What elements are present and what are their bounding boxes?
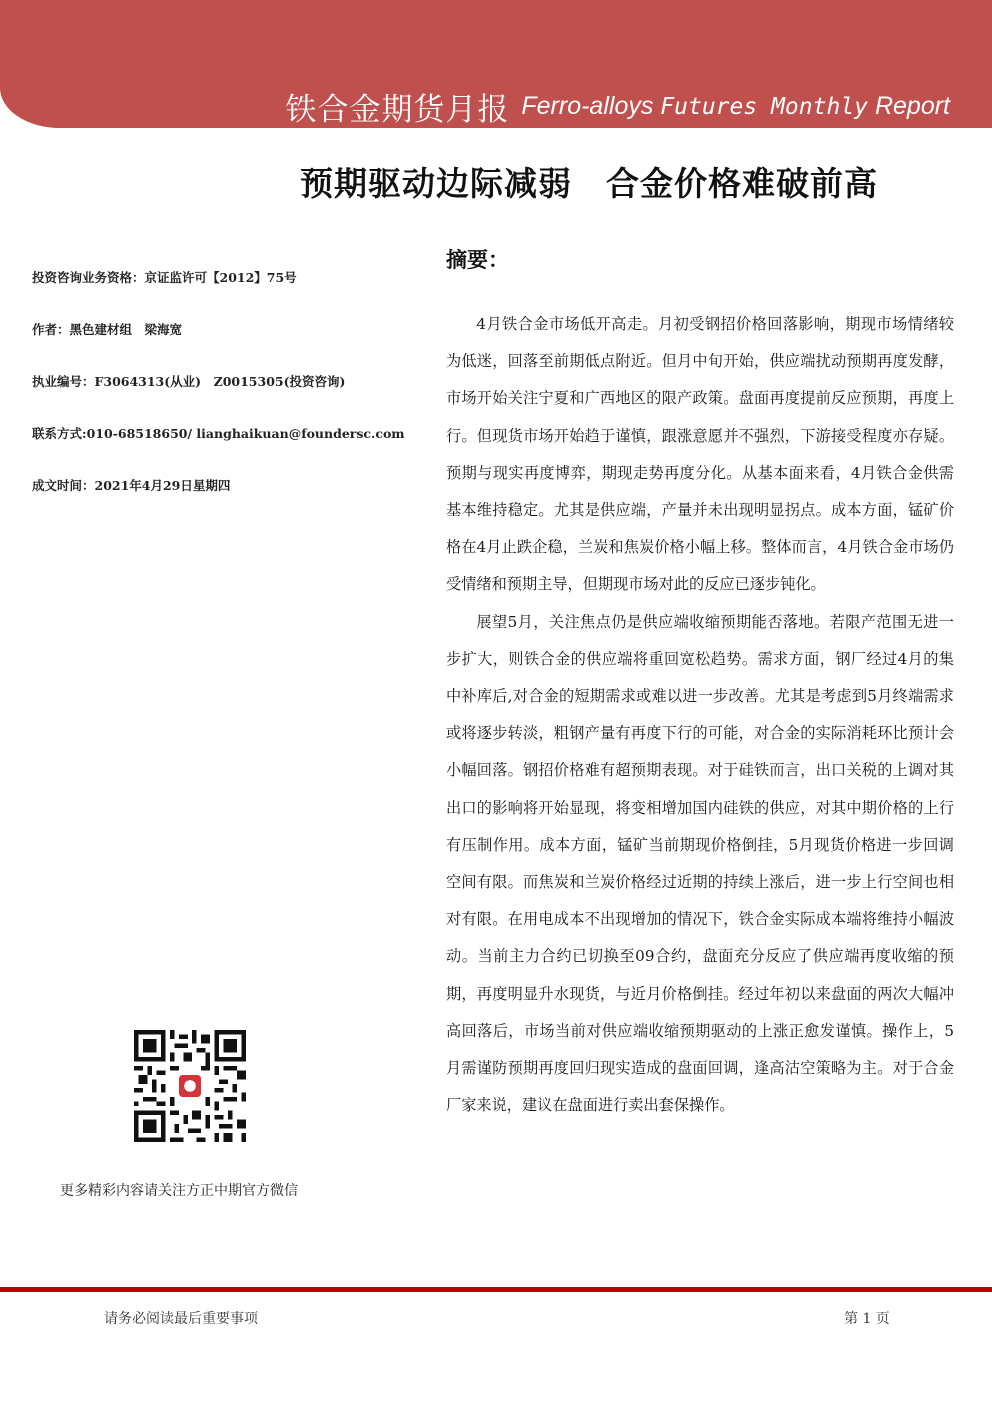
summary-paragraph: 4月铁合金市场低开高走。月初受钢招价格回落影响，期现市场情绪较为低迷，回落至前期低点附近。但月中旬开始，供应端扰动预期再度发酵，市场开始关注宁夏和广西地区的限产政策。盘面再度提前反应预期，再度上行。但现货市场开始趋于谨慎，跟涨意愿并不强烈，下游接受程度亦存疑。预期与现实再度博弈，期现走势再度分化。从基本面来看，4月铁合金供需基本维持稳定。尤其是供应端，产量并未出现明显拐点。成本方面，锰矿价格在4月止跌企稳，兰炭和焦炭价格小幅上移。整体而言，4月铁合金市场仍受情绪和预期主导，但期现市场对此的反应已逐步钝化。 xyxy=(446,315,954,594)
date-line: 成文时间：2021年4月29日星期四 xyxy=(32,478,231,493)
report-title-en-part2: Futures Monthly xyxy=(660,94,869,120)
qr-code-icon xyxy=(134,1030,246,1142)
summary-heading: 摘要： xyxy=(446,247,509,272)
contact-line: 联系方式:010-68518650/ lianghaikuan@foundersc.com xyxy=(32,426,405,441)
headline: 预期驱动边际减弱 合金价格难破前高 xyxy=(300,164,878,203)
page-number: 第 1 页 xyxy=(844,1311,890,1327)
report-title xyxy=(285,84,950,129)
report-title-en-part1: Ferro-alloys xyxy=(521,92,661,120)
report-title-en xyxy=(521,92,950,120)
qr-caption: 更多精彩内容请关注方正中期官方微信 xyxy=(60,1183,298,1199)
report-title-en-part3: Report xyxy=(868,92,950,120)
author-info xyxy=(32,266,432,526)
cert-line: 执业编号：F3064313(从业) Z0015305(投资咨询) xyxy=(32,374,346,389)
summary-body xyxy=(446,306,954,1124)
header-banner xyxy=(0,0,992,128)
report-title-cn: 铁合金期货月报 xyxy=(285,92,510,128)
author-line: 作者：黑色建材组 梁海宽 xyxy=(32,322,183,337)
footer-disclaimer: 请务必阅读最后重要事项 xyxy=(104,1311,258,1327)
summary-paragraph: 展望5月，关注焦点仍是供应端收缩预期能否落地。若限产范围无进一步扩大，则铁合金的供应端将重回宽松趋势。需求方面，钢厂经过4月的集中补库后,对合金的短期需求或难以进一步改善。尤其是考虑到5月终端需求或将逐步转淡，粗钢产量有再度下行的可能，对合金的实际消耗环比预计会小幅回落。钢招价格难有超预期表现。对于硅铁而言，出口关税的上调对其出口的影响将开始显现，将变相增加国内硅铁的供应，对其中期价格的上行有压制作用。成本方面，锰矿当前期现价格倒挂，5月现货价格进一步回调空间有限。而焦炭和兰炭价格经过近期的持续上涨后，进一步上行空间也相对有限。在用电成本不出现增加的情况下，铁合金实际成本端将维持小幅波动。当前主力合约已切换至09合约，盘面充分反应了供应端再度收缩的预期，再度明显升水现货，与近月价格倒挂。经过年初以来盘面的两次大幅冲高回落后，市场当前对供应端收缩预期驱动的上涨正愈发谨慎。操作上，5月需谨防预期再度回归现实造成的盘面回调，逢高沽空策略为主。对于合金厂家来说，建议在盘面进行卖出套保操作。 xyxy=(446,612,954,1115)
license-line: 投资咨询业务资格：京证监许可【2012】75号 xyxy=(32,270,297,285)
footer-rule xyxy=(0,1287,992,1292)
